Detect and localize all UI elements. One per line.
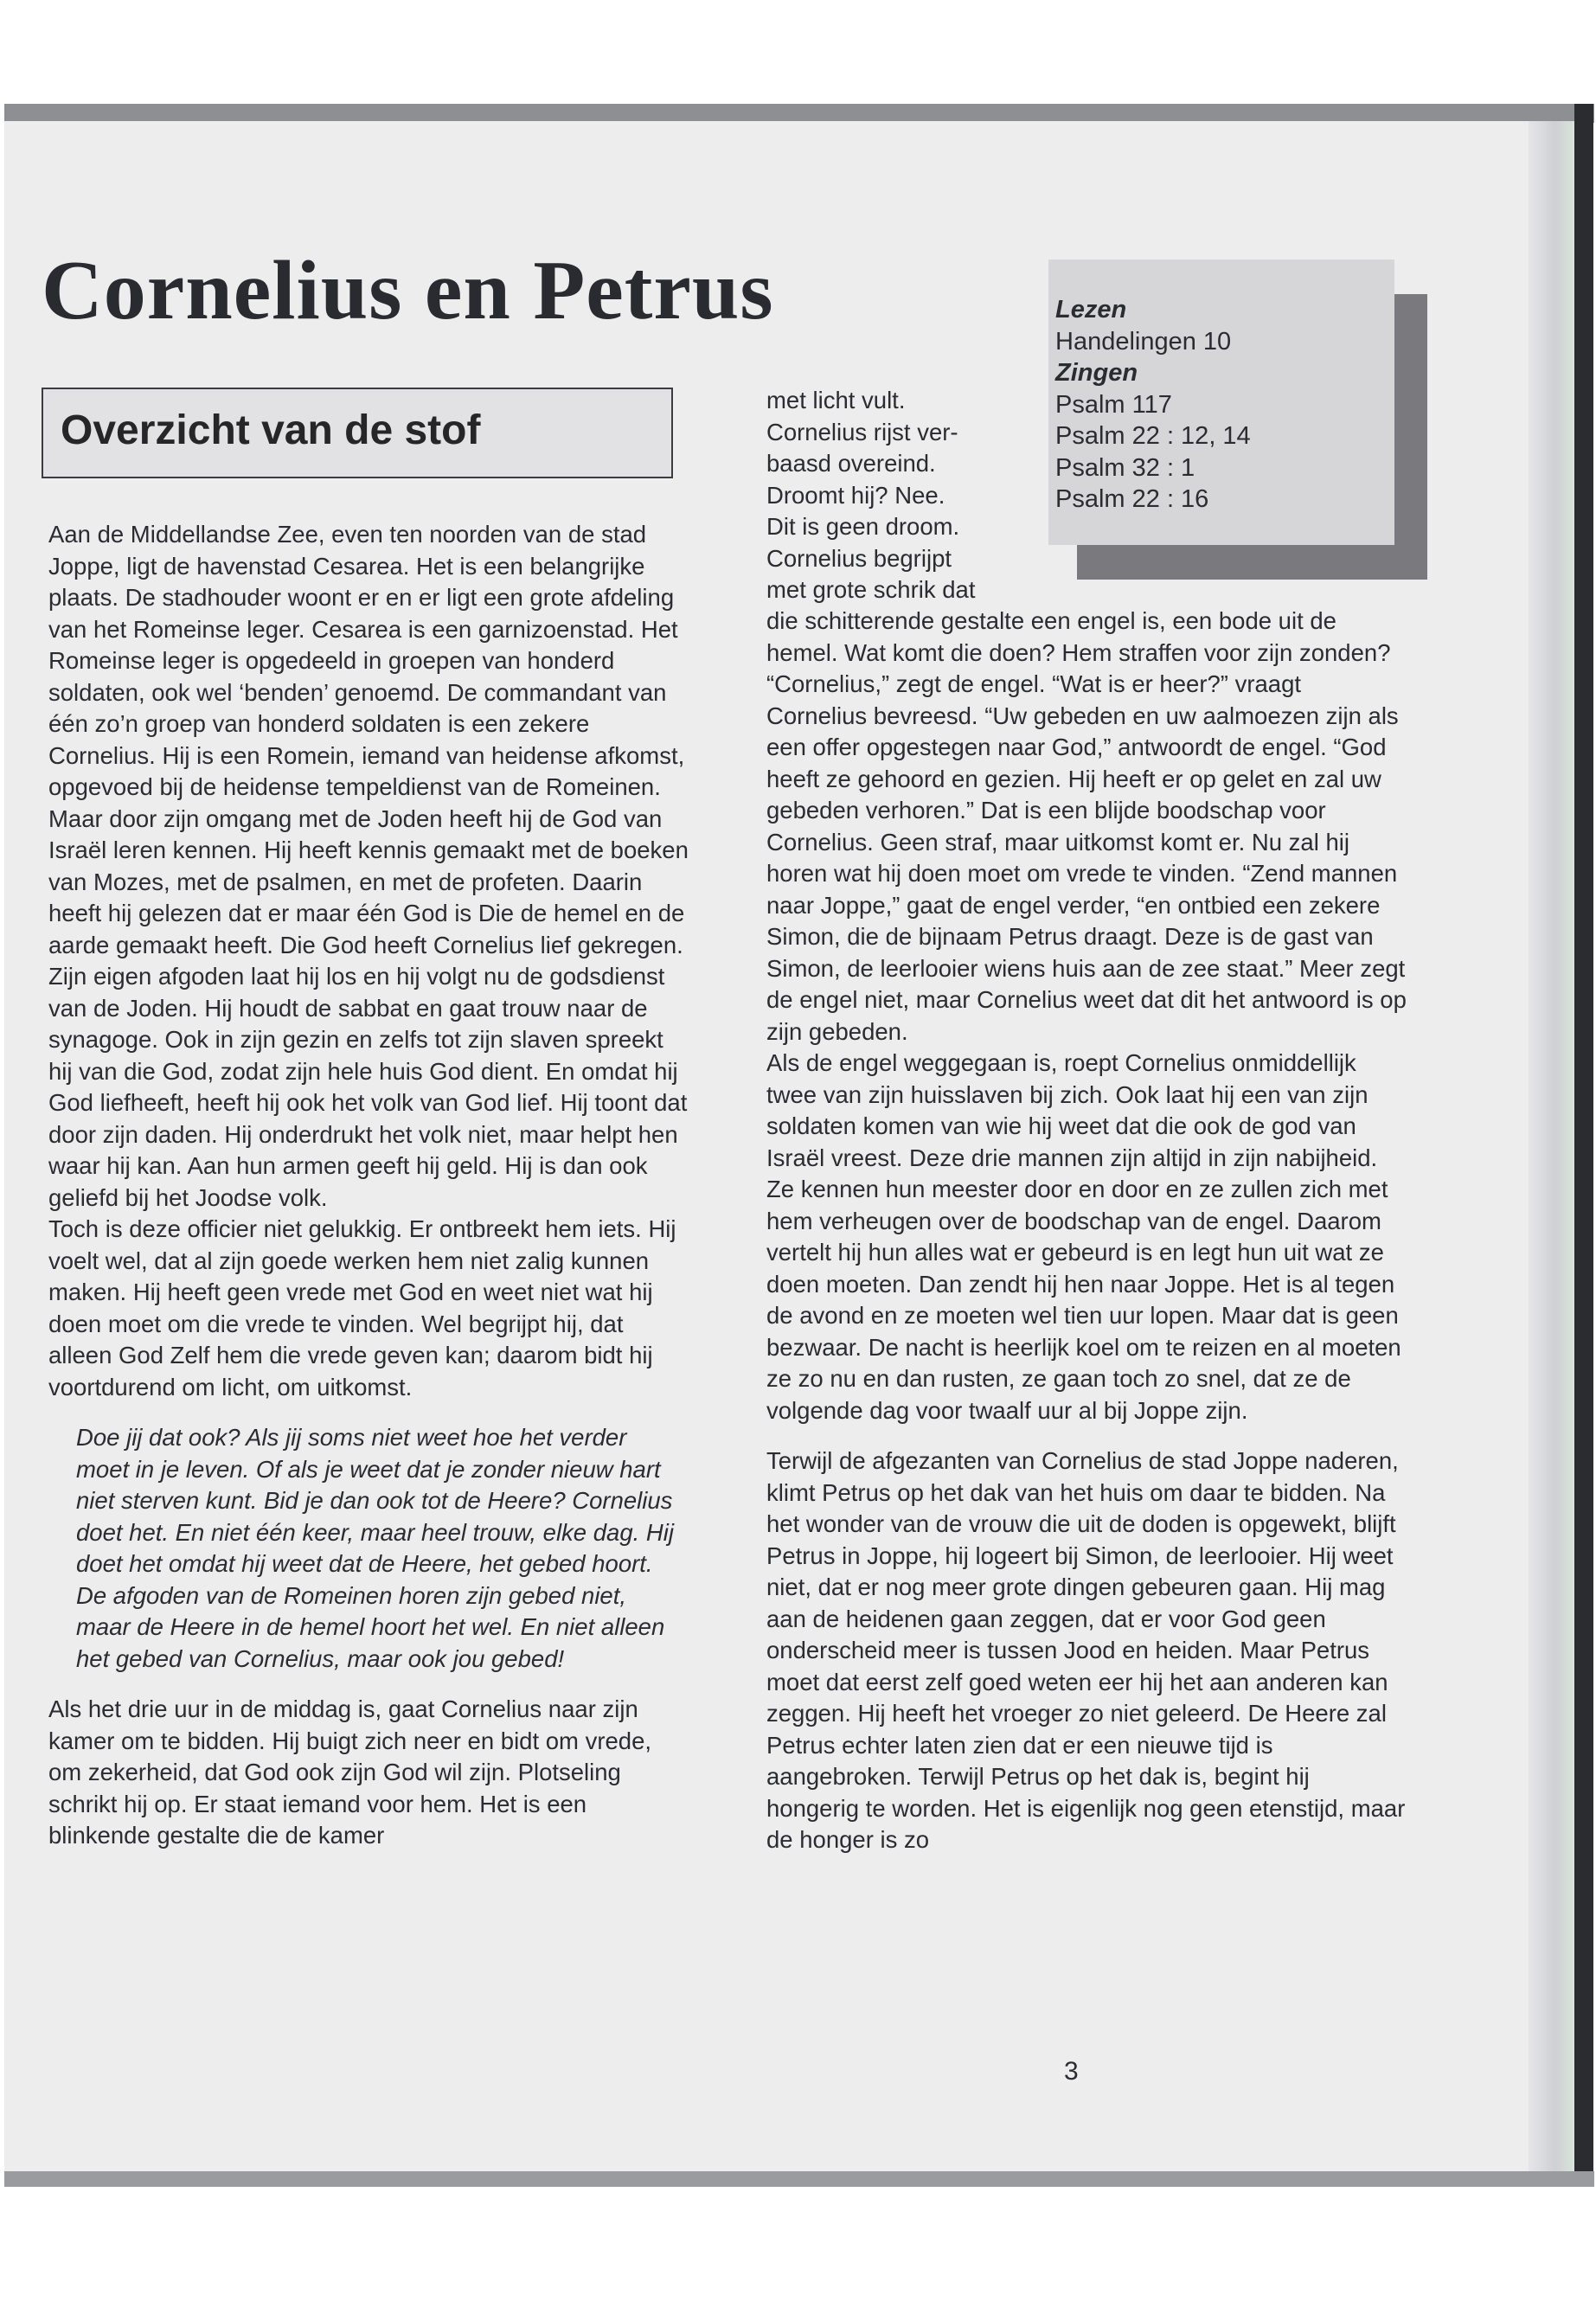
intro-line: Dit is geen droom.	[766, 513, 960, 540]
song-item: Psalm 22 : 16	[1055, 485, 1209, 513]
paragraph: Als het drie uur in de middag is, gaat Cornelius naar zijn kamer om te bidden. Hij buigt zich neer en bidt om vrede, om zekerheid, dat God ook zijn God wil zijn. Plotseling schrikt hij op. Er staat iemand voor hem. Het is een blinkende gestalte die de kamer	[48, 1695, 652, 1849]
intro-line: Cornelius begrijpt	[766, 544, 952, 572]
overview-heading: Overzicht van de stof	[61, 407, 481, 453]
zingen-label: Zingen	[1055, 359, 1138, 387]
paragraph: Toch is deze officier niet gelukkig. Er ontbreekt hem iets. Hij voelt wel, dat al zijn goede werken hem niet zalig kunnen maken. Hij heeft geen vrede met God en weet niet wat hij doen moet om die vrede te vinden. Wel begrijpt hij, dat alleen God Zelf hem die vrede geven kan; daarom bidt hij voortdurend om licht, om uitkomst.	[48, 1215, 676, 1400]
paragraph: “Cornelius,” zegt de engel. “Wat is er heer?” vraagt Cornelius bevreesd. “Uw gebeden en uw aalmoezen zijn als een offer opgestegen naar God,” antwoordt de engel. “God heeft ze gehoord en gezien. Hij heeft er op gelet en zal uw gebeden verhoren.” Dat is een blijde boodschap voor Cornelius. Geen straf, maar uitkomst komt er. Nu zal hij horen wat hij doen moet om vrede te vinden. “Zend mannen naar Joppe,” gaat de engel verder, “en ontbied een zekere Simon, die de bijnaam Petrus draagt. Deze is de gast van Simon, de leerlooier wiens huis aan de zee staat.” Meer zegt de engel niet, maar Cornelius weet dat dit het antwoord is op zijn gebeden.	[766, 670, 1407, 1045]
page-edge-bottom	[4, 2171, 1594, 2187]
page-edge-top	[4, 104, 1594, 123]
page-title: Cornelius en Petrus	[42, 244, 774, 337]
song-item: Psalm 117	[1055, 390, 1172, 419]
intro-line: Droomt hij? Nee.	[766, 481, 945, 509]
paragraph: Terwijl de afgezanten van Cornelius de stad Joppe naderen, klimt Petrus op het dak van het huis om daar te bidden. Na het wonder van de vrouw die uit de doden is opgewekt, blijft Petrus in Joppe, hij logeert bij Simon, de leerlooier. Hij weet niet, dat er nog meer grote dingen gebeuren gaan. Hij mag aan de heidenen gaan zeggen, dat er voor God geen onderscheid meer is tussen Jood en heiden. Maar Petrus moet dat eerst zelf goed weten eer hij het aan anderen kan zeggen. Hij heeft het vroeger zo niet geleerd. De Heere zal Petrus echter laten zien dat er een nieuwe tijd is aangebroken. Terwijl Petrus op het dak is, begint hij hongerig te worden. Het is eigenlijk nog geen etenstijd, maar de honger is zo	[766, 1447, 1406, 1853]
intro-line: met licht vult.	[766, 387, 906, 413]
lezen-label: Lezen	[1055, 296, 1127, 324]
lezen-text: Handelingen 10	[1055, 327, 1232, 356]
overview-heading-box	[42, 388, 673, 478]
intro-line: Cornelius rijst ver-	[766, 418, 958, 445]
intro-line: met grote schrik dat	[766, 576, 976, 603]
page-gutter	[1527, 121, 1574, 2173]
paragraph: Aan de Middellandse Zee, even ten noorden van de stad Joppe, ligt de havenstad Cesarea. Het is een belangrijke plaats. De stadhouder woont er en er ligt een grote afdeling van het Romeinse leger. Cesarea is een garnizoenstad. Het Romeinse leger is opgedeeld in groepen van honderd soldaten, ook wel ‘benden’ genoemd. De commandant van één zo’n groep van honderd soldaten is een zekere Cornelius. Hij is een Romein, iemand van heidense afkomst, opgevoed bij de heidense tempeldienst van de Romeinen. Maar door zijn omgang met de Joden heeft hij de God van Israël leren kennen. Hij heeft kennis gemaakt met de boeken van Mozes, met de psalmen, en met de profeten. Daarin heeft hij gelezen dat er maar één God is Die de hemel en de aarde gemaakt heeft. Die God heeft Cornelius lief gekregen. Zijn eigen afgoden laat hij los en hij volgt nu de godsdienst van de Joden. Hij houdt de sabbat en gaat trouw naar de synagoge. Ook in zijn gezin en zelfs tot zijn slaven spreekt hij van die God, zodat zijn hele huis God dient. En omdat hij God liefheeft, heeft hij ook het volk van God lief. Hij toont dat door zijn daden. Hij onderdrukt het volk niet, maar helpt hen waar hij kan. Aan hun armen geeft hij geld. Hij is dan ook geliefd bij het Joodse volk.	[48, 521, 689, 1211]
reading-list	[1055, 294, 1315, 516]
application-note: Doe jij dat ook? Als jij soms niet weet hoe het verder moet in je leven. Of als je weet dat je zonder nieuw hart niet sterven kunt. Bid je dan ook tot de Heere? Cornelius doet het. En niet één keer, maar heel trouw, elke dag. Hij doet het omdat hij weet dat de Heere, het gebed hoort. De afgoden van de Romeinen horen zijn gebed niet, maar de Heere in de hemel hoort het wel. En niet alleen het gebed van Cornelius, maar ook jou gebed!	[76, 1424, 674, 1672]
right-intro	[766, 385, 1043, 606]
paragraph: Als de engel weggegaan is, roept Cornelius onmiddellijk twee van zijn huisslaven bij zich. Ook laat hij een van zijn soldaten komen van wie hij weet dat die ook de god van Israël vreest. Deze drie mannen zijn altijd in zijn nabijheid. Ze kennen hun meester door en door en ze zullen zich met hem verheugen over de boodschap van de engel. Daarom vertelt hij hun alles wat er gebeurd is en legt hun uit wat ze doen moeten. Dan zendt hij hen naar Joppe. Het is al tegen de avond en ze moeten wel tien uur lopen. Maar dat is geen bezwaar. De nacht is heerlijk koel om te reizen en al moeten ze zo nu en dan rusten, ze gaan toch zo snel, dat ze de volgende dag voor twaalf uur al bij Joppe zijn.	[766, 1049, 1401, 1424]
song-item: Psalm 22 : 12, 14	[1055, 422, 1251, 450]
right-column	[766, 606, 1407, 1856]
paragraph: die schitterende gestalte een engel is, een bode uit de hemel. Wat komt die doen? Hem straffen voor zijn zonden?	[766, 607, 1391, 666]
intro-line: baasd overeind.	[766, 450, 936, 477]
left-column	[48, 519, 689, 1852]
song-item: Psalm 32 : 1	[1055, 453, 1195, 482]
book-spine	[1574, 104, 1593, 2187]
page-number: 3	[1064, 2057, 1079, 2086]
